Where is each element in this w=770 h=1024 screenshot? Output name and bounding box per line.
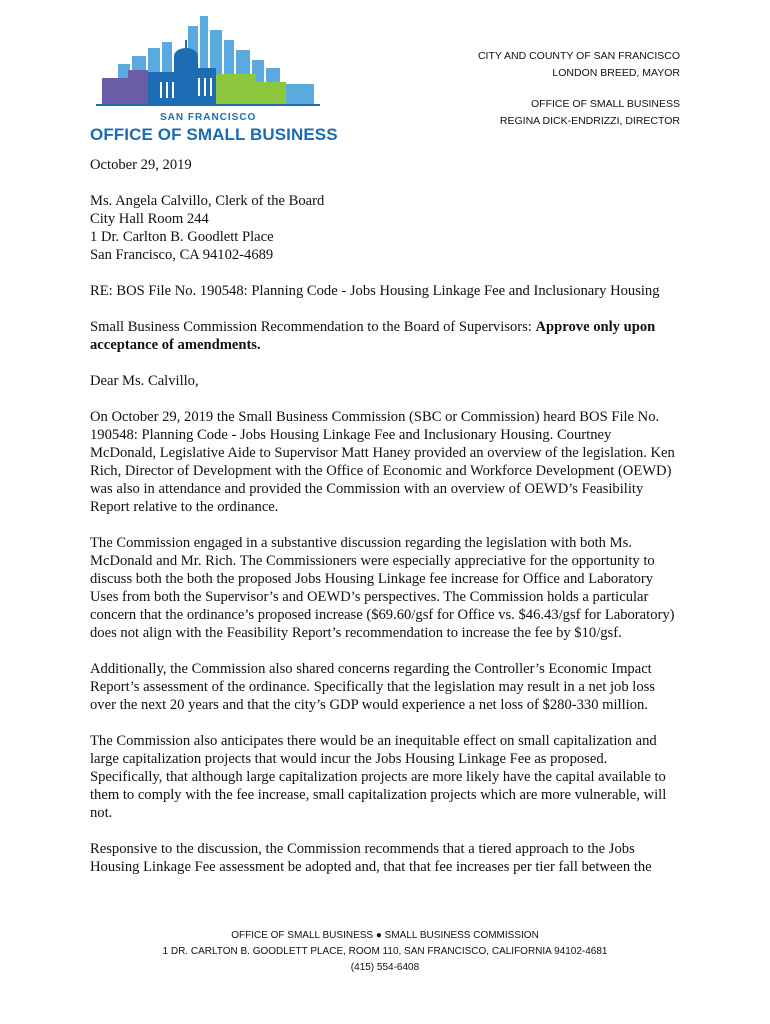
letterhead	[478, 48, 680, 130]
address-line: City Hall Room 244	[90, 211, 209, 227]
subject-line: RE: BOS File No. 190548: Planning Code - Jobs Housing Linkage Fee and Inclusionary Housing	[90, 283, 660, 299]
recommendation-decision: Approve only upon acceptance of amendments.	[90, 319, 656, 353]
recommendation	[90, 318, 680, 354]
body-paragraph: On October 29, 2019 the Small Business Commission (SBC or Commission) heard BOS File No. 190548: Planning Code - Jobs Housing Linkage Fee and Inclusionary Housing. Courtney McDonald, Legislative Aide to Supervisor Matt Haney provided an overview of the legislation. Ken Rich, Director of Development with the Office of Economic and Workforce Development (OEWD) was also in attendance and provided the Commission with an overview of OEWD’s Feasibility Report relative to the ordinance.	[90, 409, 675, 515]
body-paragraph: Responsive to the discussion, the Commission recommends that a tiered approach to the Jobs Housing Linkage Fee assessment be adopted and, that that fee increases per tier fall between the	[90, 841, 652, 875]
skyline-icon	[88, 12, 328, 112]
address-line: 1 Dr. Carlton B. Goodlett Place	[90, 229, 274, 245]
letter-body	[90, 156, 680, 894]
page-footer	[0, 928, 770, 976]
recipient-address	[90, 192, 680, 264]
letterhead-city: CITY AND COUNTY OF SAN FRANCISCO	[477, 50, 680, 62]
letterhead-director: REGINA DICK-ENDRIZZI, DIRECTOR	[499, 115, 680, 127]
logo-subtitle: SAN FRANCISCO	[160, 112, 257, 123]
footer-address: 1 DR. CARLTON B. GOODLETT PLACE, ROOM 110, SAN FRANCISCO, CALIFORNIA 94102-4681	[162, 946, 608, 957]
footer-phone: (415) 554-6408	[350, 962, 420, 973]
body-paragraph: The Commission engaged in a substantive discussion regarding the legislation with both Ms. McDonald and Mr. Rich. The Commissioners were especially appreciative for the opportunity to discuss both the both the proposed Jobs Housing Linkage fee increase for Office and Laboratory Uses from both the Supervisor’s and OEWD’s perspectives. The Commission holds a particular concern that the ordinance’s proposed increase ($69.60/gsf for Office vs. $46.43/gsf for Laboratory) does not align with the Feasibility Report’s recommendation to increase the fee by $10/gsf.	[90, 535, 675, 641]
body-paragraph: Additionally, the Commission also shared concerns regarding the Controller’s Economic Impact Report’s assessment of the ordinance. Specifically that the legislation may result in a net job loss over the next 20 years and that the city’s GDP would experience a net loss of $280-330 million.	[90, 661, 655, 713]
body-paragraph: The Commission also anticipates there would be an inequitable effect on small capitalization and large capitalization projects that would incur the Jobs Housing Linkage Fee as proposed. Specifically, that although large capitalization projects are more likely have the capital available to them to comply with the fee increase, small capitalization projects which are more vulnerable, will not.	[90, 733, 667, 821]
letter-date: October 29, 2019	[90, 157, 192, 173]
office-logo	[88, 12, 338, 144]
address-line: San Francisco, CA 94102-4689	[90, 247, 274, 263]
letterhead-mayor: LONDON BREED, MAYOR	[552, 67, 680, 79]
recommendation-text: Small Business Commission Recommendation to the Board of Supervisors:	[90, 319, 536, 335]
address-line: Ms. Angela Calvillo, Clerk of the Board	[90, 193, 325, 209]
footer-office: OFFICE OF SMALL BUSINESS ● SMALL BUSINESS COMMISSION	[231, 930, 539, 941]
letterhead-office: OFFICE OF SMALL BUSINESS	[531, 98, 680, 110]
logo-title: OFFICE OF SMALL BUSINESS	[90, 125, 338, 144]
salutation: Dear Ms. Calvillo,	[90, 373, 199, 389]
